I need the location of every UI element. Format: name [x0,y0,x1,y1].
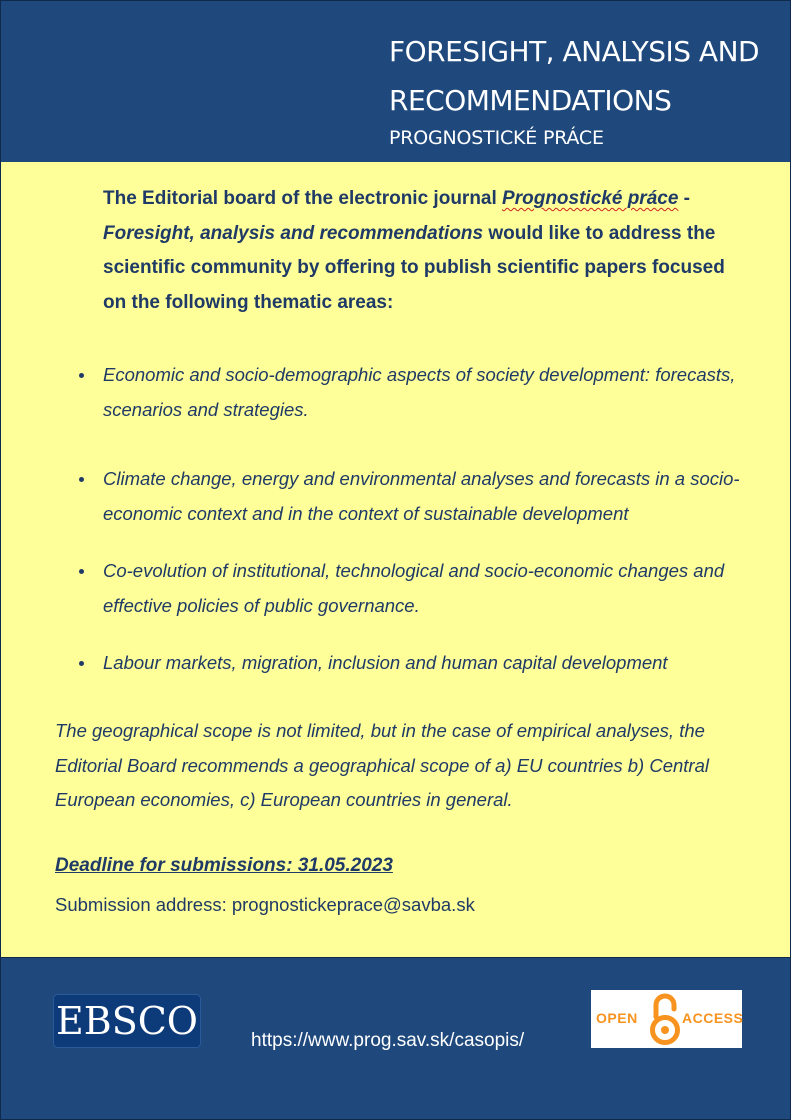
submission-deadline: Deadline for submissions: 31.05.2023 [55,855,393,876]
page-subtitle: PROGNOSTICKÉ PRÁCE [389,127,604,149]
header-banner [0,0,791,163]
bullet-icon [79,477,84,482]
open-access-logo [591,990,742,1048]
topic-text: Co-evolution of institutional, technological and socio-economic changes and effective policies of public governance. [103,560,725,616]
intro-part-2: would like to address the scientific community by offering to publish scientific papers focused on the following thematic areas: [103,222,725,313]
journal-url-link[interactable]: https://www.prog.sav.sk/casopis/ [251,1030,525,1051]
page-title [389,27,789,125]
title-line-1: FORESIGHT, ANALYSIS AND [389,35,760,68]
intro-paragraph [103,182,743,320]
submission-address: Submission address: prognostickeprace@savba.sk [55,894,475,915]
open-lock-icon [649,993,681,1047]
bullet-icon [79,661,84,666]
open-access-label-left: OPEN [596,1010,638,1026]
topic-text: Climate change, energy and environmental analyses and forecasts in a socio-economic context and in the context of sustainable development [103,468,740,524]
intro-separator: - [678,188,690,209]
intro-part-1: The Editorial board of the electronic journal [103,188,503,209]
journal-name-en: Foresight, analysis and recommendations [103,222,484,244]
footer-banner [0,957,791,1120]
geographical-scope-paragraph: The geographical scope is not limited, but in the case of empirical analyses, the Editorial Board recommends a geographical scope of a) EU countries b) Central European economies, c) European countries in general. [55,720,709,810]
topic-text: Economic and socio-demographic aspects of society development: forecasts, scenarios and strategies. [103,364,736,420]
bullet-icon [79,569,84,574]
open-access-label-right: ACCESS [682,1010,744,1026]
title-line-2: RECOMMENDATIONS [389,84,672,117]
content-area [0,162,791,957]
topic-text: Labour markets, migration, inclusion and human capital development [103,652,668,673]
journal-name-cz: Prognostické práce [502,188,679,209]
ebsco-logo: EBSCO [53,994,201,1048]
bullet-icon [79,373,84,378]
